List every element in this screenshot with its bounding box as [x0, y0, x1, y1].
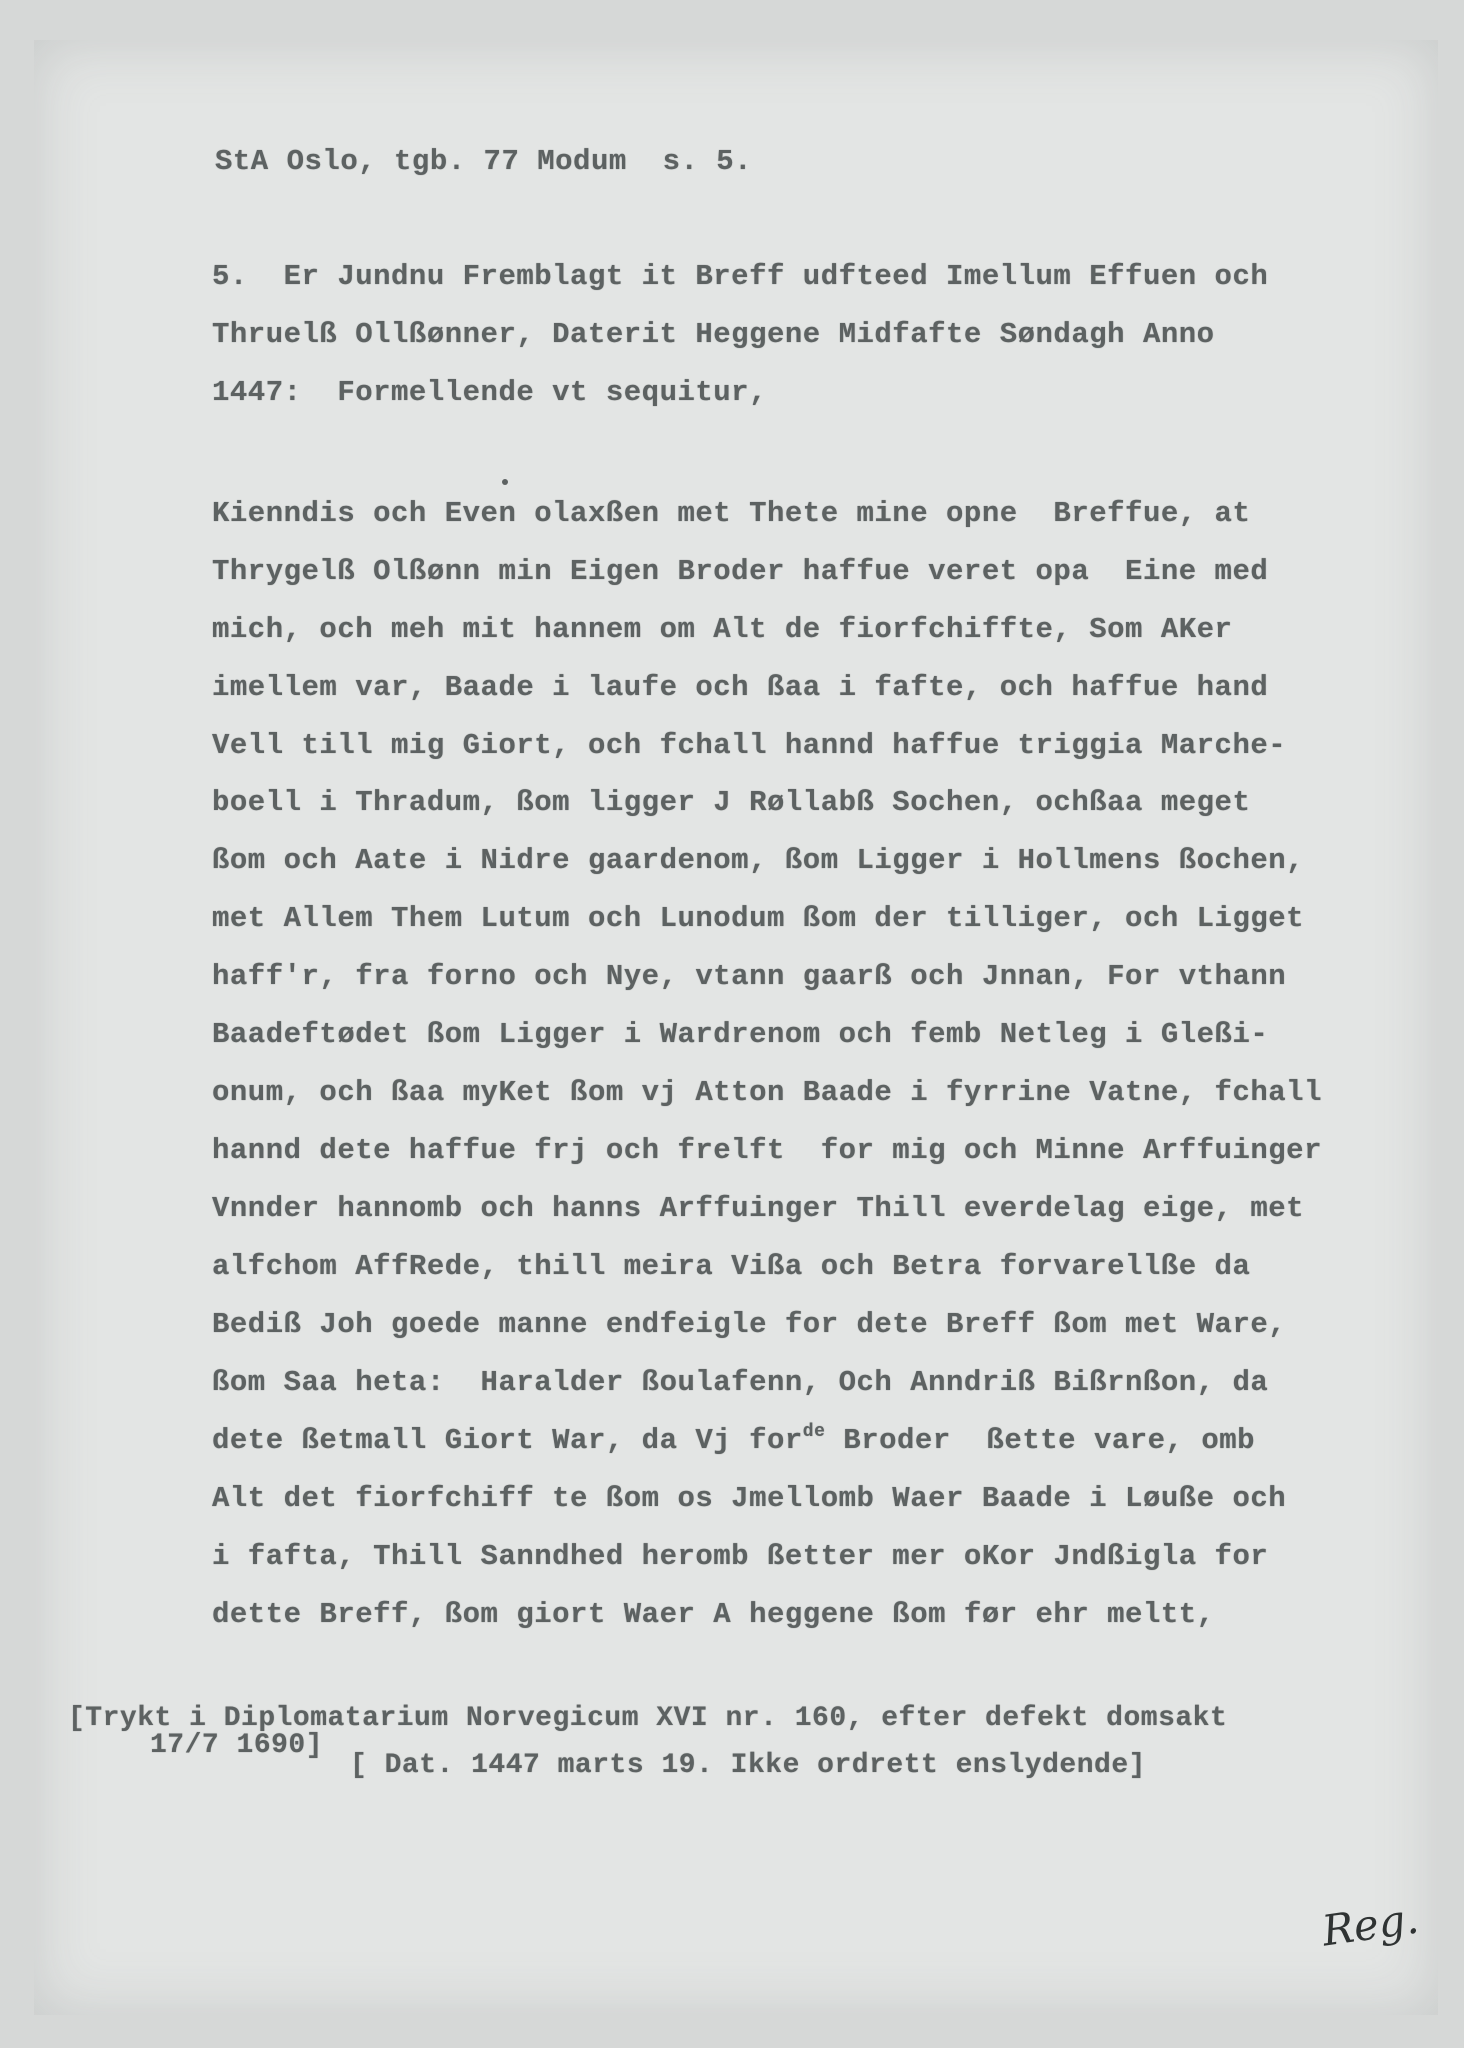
text-line: ßom Saa heta: Haralder ßoulafenn, Och Anndriß Bißrnßon, da [212, 1366, 1269, 1399]
text-line: met Allem Them Lutum och Lunodum ßom der tilliger, och Ligget [212, 902, 1305, 935]
handwritten-mark: Reg. [1319, 1893, 1422, 1956]
text-line-start: dete ßetmall Giort War, da Vj for [212, 1424, 803, 1457]
heading-line-3: 1447: Formellende vt sequitur, [212, 376, 767, 409]
text-line: imellem var, Baade i laufe och ßaa i fafte, och haffue hand [212, 671, 1269, 704]
heading-line-2: Thruelß Ollßønner, Daterit Heggene Midfafte Søndagh Anno [212, 318, 1215, 351]
text-line: boell i Thradum, ßom ligger J Røllabß Sochen, ochßaa meget [212, 786, 1251, 819]
print-note-date: 17/7 1690] [150, 1730, 324, 1761]
text-line: Vnnder hannomb och hanns Arffuinger Thill everdelag eige, met [212, 1192, 1305, 1225]
text-line: ßom och Aate i Nidre gaardenom, ßom Ligger i Hollmens ßochen, [212, 844, 1305, 877]
superscript: de [802, 1422, 826, 1442]
text-line: Vell till mig Giort, och fchall hannd haffue triggia Marche- [212, 729, 1287, 762]
heading-line-1: 5. Er Jundnu Fremblagt it Breff udfteed Imellum Effuen och [212, 260, 1269, 293]
ink-dot [502, 479, 508, 485]
text-line: i fafta, Thill Sanndhed heromb ßetter mer oKor Jndßigla for [212, 1540, 1269, 1573]
text-line: hannd dete haffue frj och frelft for mig och Minne Arffuinger [212, 1134, 1322, 1167]
text-line: dette Breff, ßom giort Waer A heggene ßom før ehr meltt, [212, 1598, 1215, 1631]
text-line: Bediß Joh goede manne endfeigle for dete Breff ßom met Ware, [212, 1308, 1287, 1341]
text-line: Alt det fiorfchiff te ßom os Jmellomb Waer Baade i Løuße och [212, 1482, 1287, 1515]
text-line: Baadeftødet ßom Ligger i Wardrenom och femb Netleg i Gleßi- [212, 1018, 1269, 1051]
text-line: Thrygelß Olßønn min Eigen Broder haffue veret opa Eine med [212, 555, 1269, 588]
date-note: [ Dat. 1447 marts 19. Ikke ordrett enslydende] [350, 1750, 1146, 1781]
text-line: mich, och meh mit hannem om Alt de fiorfchiffte, Som AKer [212, 613, 1233, 646]
print-note: [Trykt i Diplomatarium Norvegicum XVI nr. 160, efter defekt domsakt [68, 1703, 1228, 1734]
text-line: Kienndis och Even olaxßen met Thete mine opne Breffue, at [212, 497, 1251, 530]
text-line: onum, och ßaa myKet ßom vj Atton Baade i fyrrine Vatne, fchall [212, 1076, 1322, 1109]
text-line: alfchom AffRede, thill meira Vißa och Betra forvarellße da [212, 1250, 1251, 1283]
archive-reference: StA Oslo, tgb. 77 Modum s. 5. [215, 145, 753, 178]
text-line-with-superscript [212, 1424, 1255, 1457]
text-line-end: Broder ßette vare, omb [825, 1424, 1256, 1457]
text-line: haff'r, fra forno och Nye, vtann gaarß och Jnnan, For vthann [212, 960, 1287, 993]
